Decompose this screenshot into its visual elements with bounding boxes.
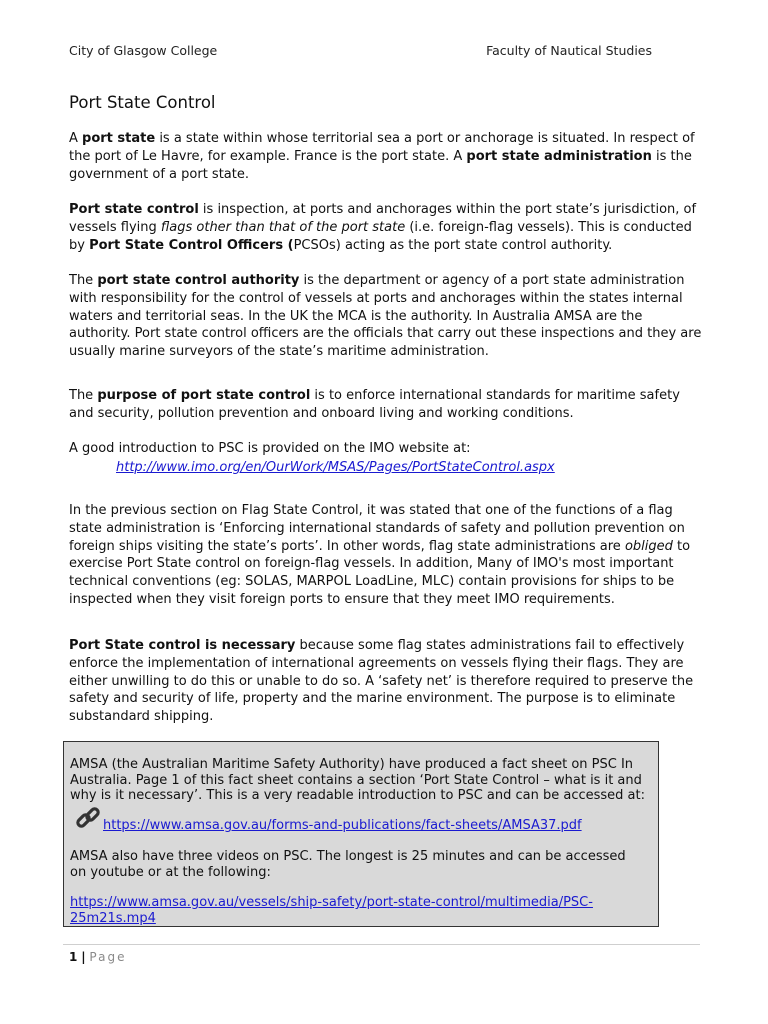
text-run: A xyxy=(69,131,83,146)
bold-term: Port state control xyxy=(69,202,199,217)
page-footer xyxy=(69,950,126,964)
header-left: City of Glasgow College xyxy=(69,43,218,58)
paragraph-psc-authority xyxy=(69,272,704,361)
text-run: is the department or agency of a port state administration with responsibility for the control of vessels at ports and anchorages within the states internal waters and territorial seas. In the UK the MCA is the authority. In Australia AMSA are the authority. Port state control officers are the officials that carry out these inspections and they are usually marine surveyors of the state’s maritime administration. xyxy=(69,273,702,360)
bold-term: port state administration xyxy=(466,148,652,164)
amsa-fact-sheet-link[interactable]: https://www.amsa.gov.au/forms-and-publications/fact-sheets/AMSA37.pdf xyxy=(103,818,582,833)
paragraph-port-state xyxy=(69,130,704,183)
text-run: The xyxy=(69,273,98,288)
bold-term: purpose of port state control xyxy=(97,388,311,403)
footer-separator: | xyxy=(81,950,86,964)
imo-psc-link[interactable]: http://www.imo.org/en/OurWork/MSAS/Pages/PortStateControl.aspx xyxy=(116,460,555,475)
amsa-callout-box xyxy=(63,741,659,927)
paragraph-psc-purpose xyxy=(69,387,704,423)
bold-term: Port State control is necessary xyxy=(69,638,296,653)
bold-term: Port State Control Officers ( xyxy=(89,237,294,253)
callout-fact-sheet-text: AMSA (the Australian Maritime Safety Authority) have produced a fact sheet on PSC In Australia. Page 1 of this fact sheet contains a section ‘Port State Control – what is it and why is it necessary’. This is a very readable introduction to PSC and can be accessed at: xyxy=(70,757,646,803)
bold-term: port state control authority xyxy=(97,273,300,288)
page-label: Page xyxy=(89,950,127,964)
amsa-video-link[interactable]: https://www.amsa.gov.au/vessels/ship-safety/port-state-control/multimedia/PSC-25m21s.mp4 xyxy=(70,895,593,926)
chain-link-icon xyxy=(75,805,101,831)
paragraph-port-state-control xyxy=(69,201,704,254)
bold-term: port state xyxy=(82,131,156,146)
page-number: 1 xyxy=(69,950,78,964)
text-run: to exercise Port State control on foreign-flag vessels. In addition, Many of IMO's most important technical conventions (eg: SOLAS, MARPOL LoadLine, MLC) contain provisions for ships to be inspected when they visit foreign ports to ensure that they meet IMO requirements. xyxy=(69,538,691,607)
text-run: is inspection, at ports and anchorages within the port state’s jurisdiction, of vessels flying xyxy=(69,202,697,235)
paragraph-imo-intro xyxy=(69,440,704,458)
text-run: A good introduction to PSC is provided on the IMO website at: xyxy=(69,441,471,456)
paragraph-flag-state xyxy=(69,502,704,609)
text-run: is the government of a port state. xyxy=(69,148,692,182)
text-run: is a state within whose territorial sea a port or anchorage is situated. In respect of the port of Le Havre, for example. France is the port state. A xyxy=(69,131,695,164)
header-right: Faculty of Nautical Studies xyxy=(486,43,652,58)
italic-phrase: flags other than that of the port state xyxy=(160,219,406,235)
text-run: In the previous section on Flag State Control, it was stated that one of the functions of a flag state administration is ‘Enforcing international standards of safety and pollution prevention on foreign ships visiting the state’s ports’. In other words, flag state administrations are xyxy=(69,503,685,554)
text-run: PCSOs) acting as the port state control authority. xyxy=(293,237,613,253)
text-run: is to enforce international standards for maritime safety and security, pollution prevention and onboard living and working conditions. xyxy=(69,388,680,421)
text-run: The xyxy=(69,388,98,403)
footer-divider xyxy=(63,944,700,945)
page-title: Port State Control xyxy=(69,93,216,112)
text-run: because some flag states administrations fail to effectively enforce the implementation of international agreements on vessels flying their flags. They are either unwilling to do this or unable to do so. A ‘safety net’ is therefore required to preserve the safety and security of life, property and the marine environment. The purpose is to eliminate substandard shipping. xyxy=(69,638,694,725)
paragraph-psc-necessary xyxy=(69,637,704,726)
italic-phrase: obliged xyxy=(624,538,673,554)
text-run: (i.e. foreign-flag vessels). This is conducted by xyxy=(69,219,692,253)
callout-videos-text: AMSA also have three videos on PSC. The longest is 25 minutes and can be accessed on youtube or at the following: xyxy=(70,849,626,880)
